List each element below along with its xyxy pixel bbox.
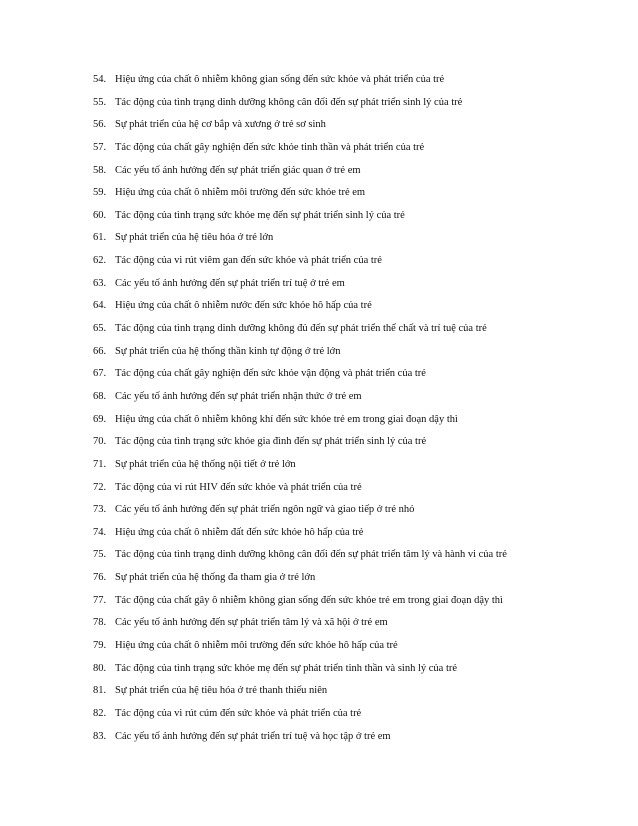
- list-item: [93, 252, 623, 275]
- list-item: [93, 546, 623, 569]
- list-item-text: Sự phát triển của hệ tiêu hóa ở trẻ lớn: [115, 232, 274, 244]
- list-item-text: Hiệu ứng của chất ô nhiễm nước đến sức khỏe hô hấp của trẻ: [115, 300, 372, 312]
- list-item-number: 65.: [93, 323, 107, 335]
- list-item-number: 69.: [93, 413, 107, 425]
- list-item-number: 80.: [93, 662, 107, 674]
- list-item-number: 68.: [93, 390, 107, 402]
- list-item: [93, 162, 623, 185]
- list-item: [93, 433, 623, 456]
- list-item-text: Hiệu ứng của chất ô nhiễm môi trường đến sức khỏe trẻ em: [115, 187, 366, 199]
- list-item-text: Các yếu tố ảnh hưởng đến sự phát triển trí tuệ và học tập ở trẻ em: [115, 730, 391, 742]
- list-item-number: 64.: [93, 300, 107, 312]
- list-item: [93, 614, 623, 637]
- list-item-number: 74.: [93, 526, 107, 538]
- list-item-number: 61.: [93, 232, 107, 244]
- list-item-number: 82.: [93, 707, 107, 719]
- list-item-text: Tác động của chất gây nghiện đến sức khỏe tinh thần và phát triển của trẻ: [115, 141, 425, 153]
- list-item-number: 63.: [93, 277, 107, 289]
- list-item: [93, 275, 623, 298]
- list-item-text: Sự phát triển của hệ cơ bắp và xương ở trẻ sơ sinh: [115, 119, 326, 131]
- list-item-number: 57.: [93, 141, 107, 153]
- list-item-text: Tác động của vi rút viêm gan đến sức khỏe và phát triển của trẻ: [115, 255, 382, 267]
- list-item: [93, 569, 623, 592]
- list-item: [93, 501, 623, 524]
- list-item-text: Tác động của tình trạng dinh dưỡng không đủ đến sự phát triển thể chất và trí tuệ của trẻ: [115, 323, 487, 335]
- list-item: [93, 94, 623, 117]
- list-item-text: Hiệu ứng của chất ô nhiễm môi trường đến sức khỏe hô hấp của trẻ: [115, 640, 398, 652]
- list-item: [93, 229, 623, 252]
- list-item: [93, 456, 623, 479]
- list-item-number: 55.: [93, 96, 107, 108]
- list-item: [93, 71, 623, 94]
- list-item-text: Tác động của tình trạng sức khỏe gia đình đến sự phát triển sinh lý của trẻ: [115, 436, 427, 448]
- list-item-number: 56.: [93, 119, 107, 131]
- list-item-number: 54.: [93, 74, 107, 85]
- list-item: [93, 116, 623, 139]
- list-item-text: Tác động của tình trạng dinh dưỡng không cân đối đến sự phát triển tâm lý và hành vi của trẻ: [115, 549, 507, 561]
- list-item-number: 79.: [93, 640, 107, 652]
- list-item-number: 72.: [93, 481, 107, 493]
- list-item-text: Tác động của vi rút cúm đến sức khỏe và phát triển của trẻ: [115, 707, 362, 719]
- list-item-number: 78.: [93, 617, 107, 629]
- list-item-text: Tác động của vi rút HIV đến sức khỏe và phát triển của trẻ: [115, 481, 362, 493]
- list-item: [93, 297, 623, 320]
- list-item-text: Hiệu ứng của chất ô nhiễm đất đến sức khỏe hô hấp của trẻ: [115, 526, 364, 538]
- list-item-number: 66.: [93, 345, 107, 357]
- list-item-text: Các yếu tố ảnh hưởng đến sự phát triển ngôn ngữ và giao tiếp ở trẻ nhỏ: [115, 504, 415, 516]
- list-item: [93, 343, 623, 366]
- list-item-text: Các yếu tố ảnh hưởng đến sự phát triển giác quan ở trẻ em: [115, 164, 361, 176]
- list-item-number: 75.: [93, 549, 107, 561]
- list-item: [93, 411, 623, 434]
- list-item: [93, 320, 623, 343]
- list-item-text: Hiệu ứng của chất ô nhiễm không khí đến sức khỏe trẻ em trong giai đoạn dậy thì: [115, 413, 458, 425]
- list-item: [93, 682, 623, 705]
- list-item-text: Tác động của chất gây nghiện đến sức khỏe vận động và phát triển của trẻ: [115, 368, 426, 380]
- list-item-number: 77.: [93, 594, 107, 606]
- list-item-number: 60.: [93, 209, 107, 221]
- list-item-number: 76.: [93, 572, 107, 584]
- list-item-number: 73.: [93, 504, 107, 516]
- list-item-number: 83.: [93, 730, 107, 742]
- list-item: [93, 705, 623, 728]
- list-item-text: Các yếu tố ảnh hưởng đến sự phát triển tâm lý và xã hội ở trẻ em: [115, 617, 388, 629]
- list-item-text: Các yếu tố ảnh hưởng đến sự phát triển nhận thức ở trẻ em: [115, 390, 362, 402]
- list-item: [93, 728, 623, 751]
- list-item: [93, 660, 623, 683]
- list-item-text: Tác động của tình trạng dinh dưỡng không cân đối đến sự phát triển sinh lý của trẻ: [115, 96, 463, 108]
- list-item: [93, 365, 623, 388]
- list-item-text: Hiệu ứng của chất ô nhiễm không gian sống đến sức khỏe và phát triển của trẻ: [115, 74, 445, 85]
- list-item-text: Các yếu tố ảnh hưởng đến sự phát triển trí tuệ ở trẻ em: [115, 277, 345, 289]
- list-item-number: 59.: [93, 187, 107, 199]
- list-item-text: Sự phát triển của hệ thống nội tiết ở trẻ lớn: [115, 458, 296, 470]
- list-item-number: 81.: [93, 685, 107, 697]
- topic-list: [93, 71, 623, 750]
- list-item-text: Tác động của tình trạng sức khỏe mẹ đến sự phát triển tinh thần và sinh lý của trẻ: [115, 662, 458, 674]
- list-item-number: 71.: [93, 458, 107, 470]
- list-item-number: 67.: [93, 368, 107, 380]
- list-item-number: 70.: [93, 436, 107, 448]
- list-item: [93, 592, 623, 615]
- list-item: [93, 479, 623, 502]
- list-item-text: Sự phát triển của hệ thống thần kinh tự động ở trẻ lớn: [115, 345, 341, 357]
- list-item-number: 62.: [93, 255, 107, 267]
- list-item: [93, 524, 623, 547]
- list-item: [93, 184, 623, 207]
- list-item-text: Tác động của tình trạng sức khỏe mẹ đến sự phát triển sinh lý của trẻ: [115, 209, 405, 221]
- list-item-text: Sự phát triển của hệ thống đa tham gia ở trẻ lớn: [115, 572, 316, 584]
- list-item: [93, 637, 623, 660]
- list-item-text: Sự phát triển của hệ tiêu hóa ở trẻ thanh thiếu niên: [115, 685, 328, 697]
- list-item-text: Tác động của chất gây ô nhiễm không gian sống đến sức khỏe trẻ em trong giai đoạn dậy thì: [115, 594, 503, 606]
- list-item: [93, 139, 623, 162]
- list-item-number: 58.: [93, 164, 107, 176]
- list-item: [93, 388, 623, 411]
- list-item: [93, 207, 623, 230]
